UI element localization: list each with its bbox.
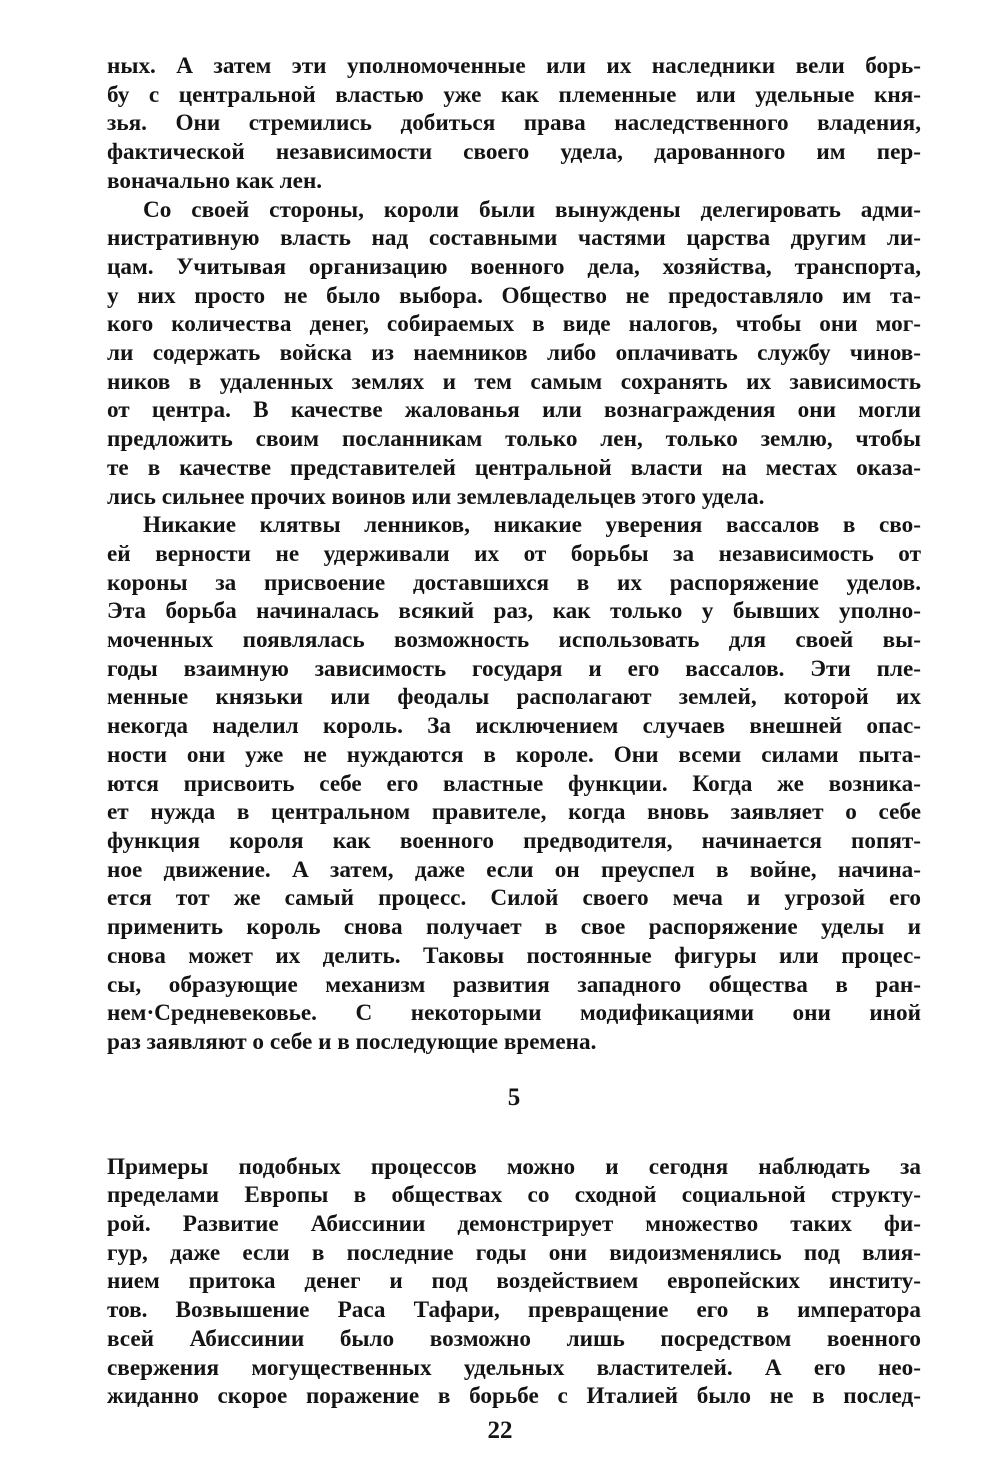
- text-line: применить король снова получает в свое распоряжение уделы и: [107, 914, 921, 941]
- text-line: фактической независимости своего удела, дарованного им пер-: [107, 139, 921, 166]
- text-line: жиданно скорое поражение в борьбе с Италией было не в послед-: [107, 1383, 921, 1410]
- text-line: свержения могущественных удельных властителей. А его нео-: [107, 1354, 921, 1381]
- text-line: Со своей стороны, короли были вынуждены делегировать адми-: [143, 196, 921, 223]
- text-line: пределами Европы в обществах со сходной социальной структу-: [107, 1182, 921, 1209]
- text-line: ли содержать войска из наемников либо оплачивать службу чинов-: [107, 340, 921, 367]
- text-line: от центра. В качестве жалованья или вознаграждения они могли: [107, 397, 921, 424]
- text-line: те в качестве представителей центральной власти на местах оказа-: [107, 454, 921, 481]
- text-line: короны за присвоение доставшихся в их распоряжение уделов.: [107, 569, 921, 596]
- text-line: раз заявляют о себе и в последующие времена.: [107, 1028, 597, 1055]
- text-line: у них просто не было выбора. Общество не предоставляло им та-: [107, 282, 921, 309]
- page-body: [107, 52, 921, 1411]
- text-line: снова может их делить. Таковы постоянные фигуры или процес-: [107, 942, 921, 969]
- text-line: ности они уже не нуждаются в короле. Они всеми силами пыта-: [107, 741, 921, 768]
- text-line: Никакие клятвы ленников, никакие уверения вассалов в сво-: [143, 512, 921, 539]
- text-line: зья. Они стремились добиться права наследственного владения,: [107, 110, 921, 137]
- page-number: 22: [487, 1417, 513, 1444]
- text-line: нием притока денег и под воздействием европейских институ-: [107, 1268, 921, 1295]
- text-line: менные князьки или феодалы располагают землей, которой их: [107, 684, 921, 711]
- text-line: кого количества денег, собираемых в виде налогов, чтобы они мог-: [107, 311, 921, 338]
- text-line: нистративную власть над составными частями царства другим ли-: [107, 225, 921, 252]
- paragraph-3: [107, 511, 921, 1056]
- text-line: моченных появлялась возможность использовать для своей вы-: [107, 627, 921, 654]
- text-line: сы, образующие механизм развития западного общества в ран-: [107, 971, 921, 998]
- text-line: воначально как лен.: [107, 167, 323, 194]
- text-line: Примеры подобных процессов можно и сегодня наблюдать за: [107, 1153, 921, 1180]
- text-line: ются присвоить себе его властные функции. Когда же возника-: [107, 770, 921, 797]
- text-line: всей Абиссинии было возможно лишь посредством военного: [107, 1325, 921, 1352]
- text-line: ей верности не удерживали их от борьбы за независимость от: [107, 540, 921, 567]
- paragraph-1: [107, 52, 921, 196]
- text-line: цам. Учитывая организацию военного дела, хозяйства, транспорта,: [107, 253, 921, 280]
- section-number: 5: [507, 1083, 521, 1111]
- text-line: ется тот же самый процесс. Силой своего меча и угрозой его: [107, 885, 921, 912]
- text-line: бу с центральной властью уже как племенные или удельные кня-: [107, 81, 921, 108]
- text-line: функция короля как военного предводителя, начинается попят-: [107, 827, 921, 854]
- text-line: ников в удаленных землях и тем самым сохранять их зависимость: [107, 368, 921, 395]
- text-line: ет нужда в центральном правителе, когда вновь заявляет о себе: [107, 799, 921, 826]
- text-line: ных. А затем эти уполномоченные или их наследники вели борь-: [107, 53, 921, 79]
- paragraph-2: [107, 196, 921, 512]
- text-line: годы взаимную зависимость государя и его вассалов. Эти пле-: [107, 655, 921, 682]
- text-line: нем·Средневековье. С некоторыми модификациями они иной: [107, 1000, 921, 1027]
- text-line: ное движение. А затем, даже если он преуспел в войне, начина-: [107, 856, 921, 883]
- paragraph-4: [107, 1153, 921, 1411]
- text-line: лись сильнее прочих воинов или землевладельцев этого удела.: [107, 483, 765, 510]
- text-line: некогда наделил король. За исключением случаев внешней опас-: [107, 713, 921, 740]
- text-line: предложить своим посланникам только лен, только землю, чтобы: [107, 426, 921, 453]
- text-line: гур, даже если в последние годы они видоизменялись под влия-: [107, 1239, 921, 1266]
- text-line: Эта борьба начиналась всякий раз, как только у бывших уполно-: [107, 598, 921, 625]
- text-line: тов. Возвышение Раса Тафари, превращение его в императора: [107, 1297, 921, 1324]
- text-line: рой. Развитие Абиссинии демонстрирует множество таких фи-: [107, 1211, 921, 1238]
